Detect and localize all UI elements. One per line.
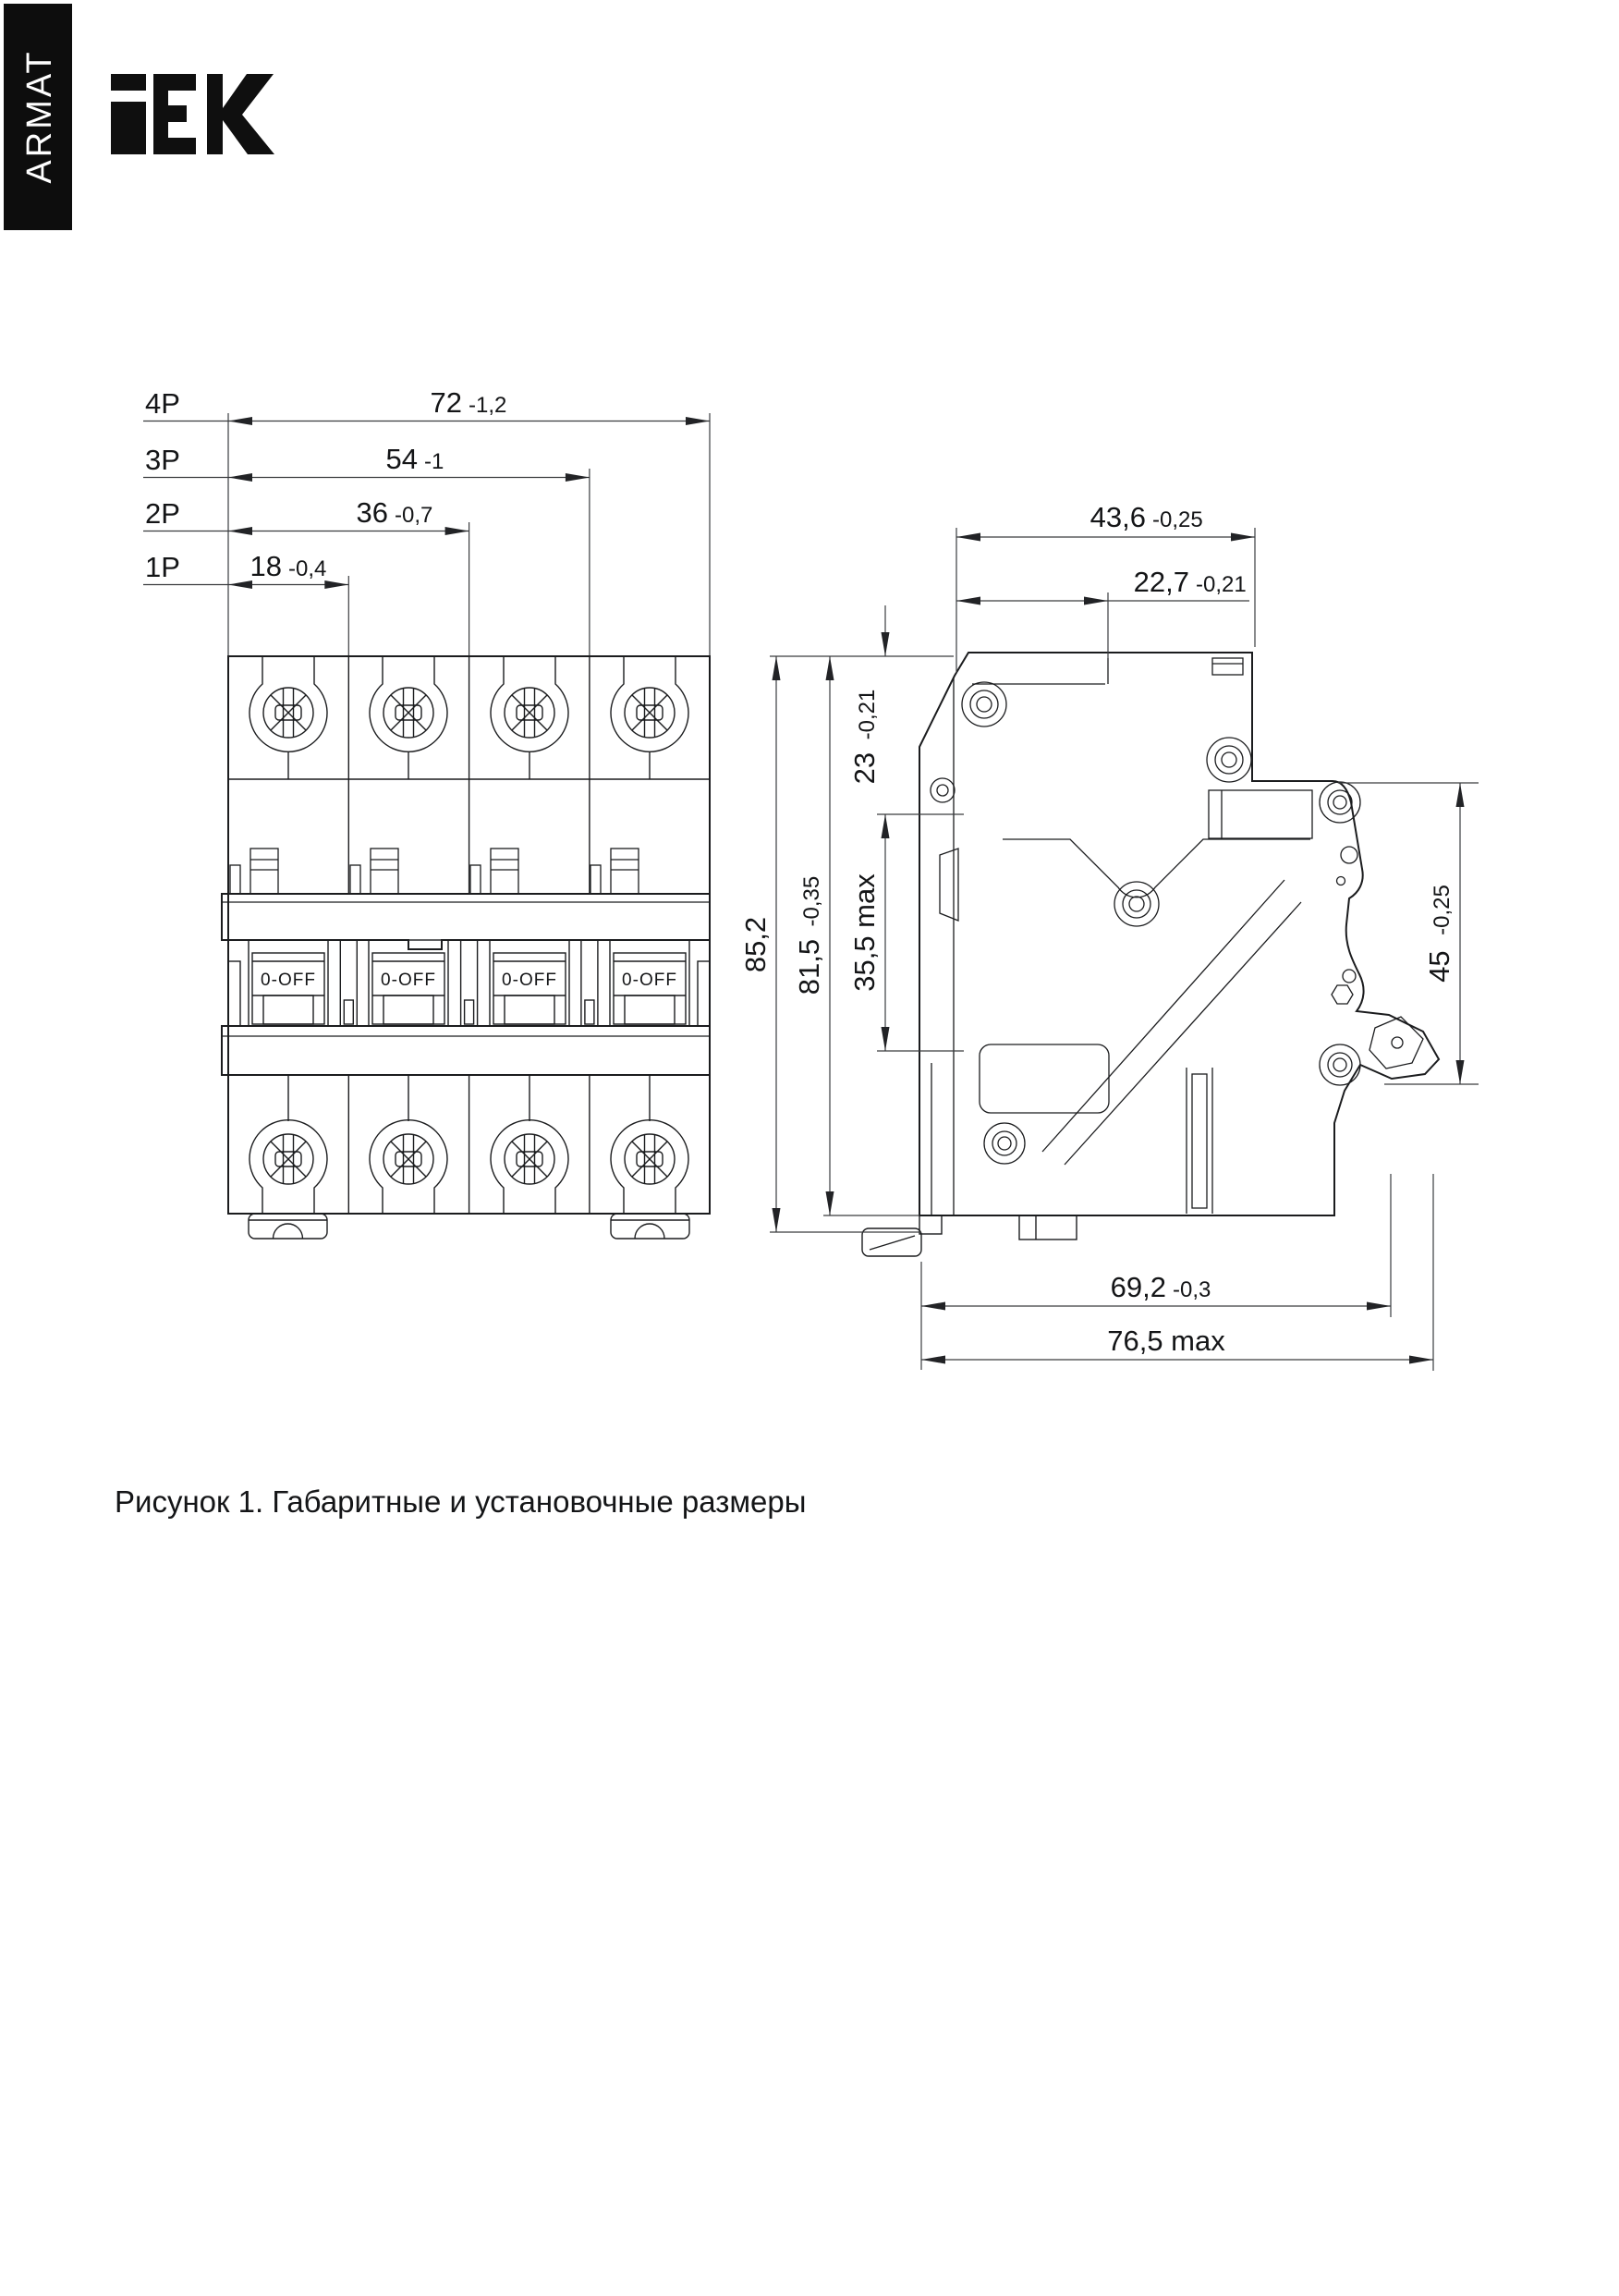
dim-depth-top: 35,5 max — [848, 873, 881, 992]
pole-label: 2P — [145, 497, 180, 530]
armat-series-label: ARMAT — [20, 49, 59, 184]
handle-label: 0-OFF — [261, 971, 316, 990]
figure-caption: Рисунок 1. Габаритные и установочные размеры — [115, 1484, 807, 1519]
breaker-side-drawing — [862, 653, 1439, 1256]
pole-label: 4P — [145, 387, 180, 420]
dim-top-offset — [848, 690, 881, 785]
front-view — [143, 386, 710, 1239]
dim-height-body — [793, 876, 825, 995]
dim-value: 81,5 — [793, 938, 825, 995]
dim-front-height — [1423, 885, 1455, 983]
dim-value: 45 — [1423, 950, 1455, 983]
dim-tolerance: -0,25 — [1430, 885, 1455, 935]
din-feet-side — [862, 1215, 1077, 1256]
dim-value: 22,7 — [1133, 566, 1189, 598]
dim-value: 18 — [250, 550, 282, 582]
dim-width-total — [1090, 501, 1203, 533]
side-view — [739, 501, 1479, 1371]
pole-label: 3P — [145, 444, 180, 476]
dim-value: 43,6 — [1089, 501, 1146, 533]
breaker-front-drawing — [222, 656, 710, 1239]
dim-tolerance: -0,7 — [395, 503, 433, 528]
dim-tolerance: -0,35 — [799, 875, 824, 927]
handle-label: 0-OFF — [502, 971, 557, 990]
mid-clips — [230, 849, 639, 894]
dim-tolerance: -0,21 — [855, 689, 880, 740]
side-inner-details — [931, 678, 1423, 1215]
iek-logo — [111, 74, 274, 154]
dim-tolerance: -0,21 — [1196, 572, 1247, 597]
armat-banner — [4, 4, 72, 230]
dim-value: 23 — [848, 751, 881, 785]
dim-tolerance: -1,2 — [469, 393, 507, 418]
handle-label: 0-OFF — [622, 971, 677, 990]
dim-row-4p — [145, 386, 506, 420]
handle-label: 0-OFF — [381, 971, 436, 990]
dim-value: 54 — [385, 443, 418, 475]
handle-labels — [261, 971, 677, 990]
dim-tolerance: -0,25 — [1152, 507, 1203, 532]
rivets — [962, 682, 1360, 1164]
dim-tolerance: -0,3 — [1173, 1277, 1211, 1302]
dim-row-1p — [145, 550, 326, 583]
dim-depth-body — [1111, 1271, 1211, 1303]
dim-value: 69,2 — [1110, 1271, 1166, 1303]
dim-tolerance: -0,4 — [288, 556, 327, 581]
dim-depth-max: 76,5 max — [1107, 1325, 1225, 1357]
din-feet-front — [249, 1214, 689, 1239]
pole-label: 1P — [145, 551, 180, 583]
dim-height-total: 85,2 — [739, 916, 772, 973]
dim-value: 36 — [356, 496, 388, 529]
dim-width-front — [1134, 566, 1247, 598]
dim-value: 72 — [430, 386, 462, 419]
dim-tolerance: -1 — [424, 449, 444, 474]
dim-row-3p — [145, 443, 444, 476]
dim-row-2p — [145, 496, 432, 530]
